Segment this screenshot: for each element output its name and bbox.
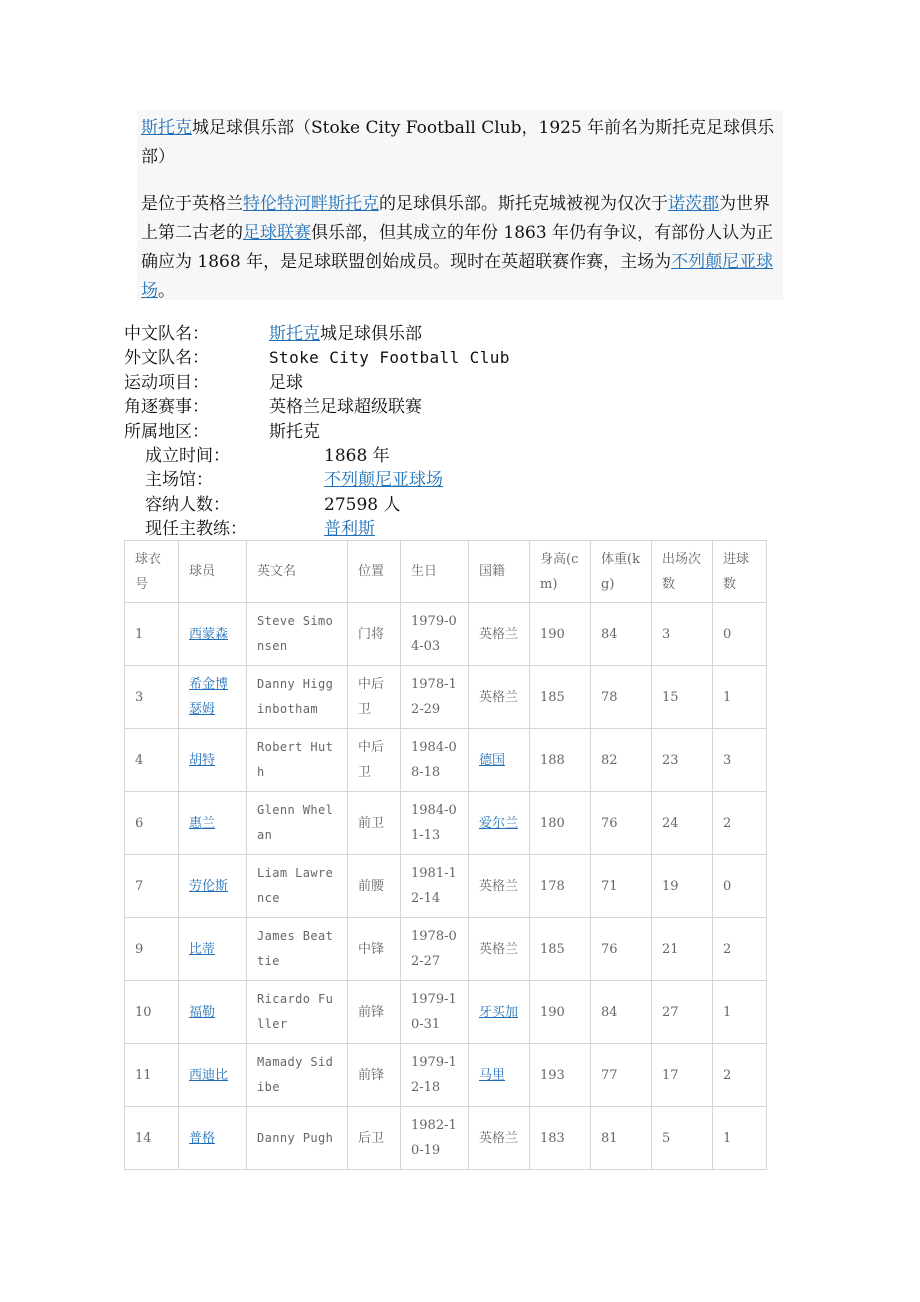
cell-goals: 2 <box>713 792 767 855</box>
cell-position: 前腰 <box>348 855 401 918</box>
stoke-on-trent-link[interactable]: 特伦特河畔斯托克 <box>243 194 379 214</box>
player-link[interactable]: 劳伦斯 <box>189 878 229 894</box>
cell-goals: 1 <box>713 666 767 729</box>
cell-weight: 81 <box>591 1107 652 1170</box>
table-body <box>125 603 767 1170</box>
cell-position: 后卫 <box>348 1107 401 1170</box>
table-row <box>125 981 767 1044</box>
cell-player <box>179 603 247 666</box>
info-label: 容纳人数： <box>145 494 230 515</box>
cell-nationality <box>469 981 530 1044</box>
header-number: 球衣号 <box>125 541 179 603</box>
cell-number: 10 <box>125 981 179 1044</box>
cell-position: 前锋 <box>348 1044 401 1107</box>
cell-height: 190 <box>530 603 591 666</box>
cell-weight: 77 <box>591 1044 652 1107</box>
cell-weight: 76 <box>591 792 652 855</box>
cell-number: 6 <box>125 792 179 855</box>
cell-nationality <box>469 792 530 855</box>
player-link[interactable]: 西迪比 <box>189 1067 229 1083</box>
cell-goals: 1 <box>713 981 767 1044</box>
cell-goals: 0 <box>713 603 767 666</box>
cell-number: 14 <box>125 1107 179 1170</box>
britannia-stadium-link[interactable]: 不列颠尼亚球场 <box>141 252 774 301</box>
cell-height: 180 <box>530 792 591 855</box>
cell-english-name: Liam Lawrence <box>247 855 348 918</box>
cell-english-name: Mamady Sidibe <box>247 1044 348 1107</box>
info-label: 现任主教练： <box>145 519 247 540</box>
info-label: 所属地区： <box>124 421 209 442</box>
table-row <box>125 918 767 981</box>
cell-number: 11 <box>125 1044 179 1107</box>
info-coach-link[interactable]: 普利斯 <box>324 519 375 540</box>
cell-nationality <box>469 1044 530 1107</box>
cell-appearances: 27 <box>652 981 713 1044</box>
intro-club-name: 城足球俱乐部（Stoke City Football Club，1925 年前名为斯托克足球俱乐部） <box>141 118 775 167</box>
cell-birthday: 1979-10-31 <box>401 981 469 1044</box>
info-value <box>324 517 375 541</box>
info-stadium-link[interactable]: 不列颠尼亚球场 <box>324 470 443 491</box>
header-player: 球员 <box>179 541 247 603</box>
cell-birthday: 1978-02-27 <box>401 918 469 981</box>
cell-position: 中后卫 <box>348 666 401 729</box>
cell-number: 3 <box>125 666 179 729</box>
cell-nationality: 英格兰 <box>469 855 530 918</box>
cell-weight: 82 <box>591 729 652 792</box>
cell-appearances: 19 <box>652 855 713 918</box>
cell-weight: 78 <box>591 666 652 729</box>
header-nationality: 国籍 <box>469 541 530 603</box>
intro-paragraph-body <box>141 190 781 306</box>
cell-player <box>179 918 247 981</box>
cell-height: 185 <box>530 666 591 729</box>
info-value: Stoke City Football Club <box>269 348 510 368</box>
cell-number: 4 <box>125 729 179 792</box>
info-value: 1868 年 <box>324 445 390 466</box>
header-weight: 体重(kg) <box>591 541 652 603</box>
info-label: 角逐赛事： <box>124 397 209 418</box>
table-row <box>125 855 767 918</box>
cell-weight: 84 <box>591 603 652 666</box>
cell-appearances: 21 <box>652 918 713 981</box>
cell-goals: 2 <box>713 918 767 981</box>
cell-english-name: Glenn Whelan <box>247 792 348 855</box>
cell-player <box>179 792 247 855</box>
intro-text-3: 为世界上第二古老的 <box>141 194 770 243</box>
cell-goals: 3 <box>713 729 767 792</box>
football-league-link[interactable]: 足球联赛 <box>243 223 311 243</box>
player-link[interactable]: 普格 <box>189 1130 216 1146</box>
player-link[interactable]: 福勒 <box>189 1004 216 1020</box>
header-height: 身高(cm) <box>530 541 591 603</box>
table-row <box>125 729 767 792</box>
cell-english-name: Danny Pugh <box>247 1107 348 1170</box>
cell-position: 门将 <box>348 603 401 666</box>
table-row <box>125 792 767 855</box>
cell-number: 7 <box>125 855 179 918</box>
info-value: 足球 <box>269 372 303 393</box>
info-label: 主场馆： <box>145 470 213 491</box>
cell-nationality <box>469 729 530 792</box>
table-row <box>125 603 767 666</box>
cell-appearances: 3 <box>652 603 713 666</box>
info-stoke-link[interactable]: 斯托克 <box>269 324 320 344</box>
cell-player <box>179 666 247 729</box>
cell-appearances: 5 <box>652 1107 713 1170</box>
info-value: 英格兰足球超级联赛 <box>269 397 422 418</box>
cell-position: 中后卫 <box>348 729 401 792</box>
info-value: 27598 人 <box>324 494 401 515</box>
header-position: 位置 <box>348 541 401 603</box>
cell-goals: 1 <box>713 1107 767 1170</box>
cell-number: 1 <box>125 603 179 666</box>
info-value: 斯托克 <box>269 421 320 442</box>
cell-weight: 76 <box>591 918 652 981</box>
cell-position: 前卫 <box>348 792 401 855</box>
cell-goals: 0 <box>713 855 767 918</box>
info-label: 外文队名： <box>124 348 209 369</box>
cell-english-name: Robert Huth <box>247 729 348 792</box>
intro-text-4: 俱乐部，但其成立的年份 1863 年仍有争议，有部份人认为正确应为 1868 年，是足球联盟创始成员。现时在英超联赛作赛，主场为 <box>141 223 774 272</box>
info-label: 运动项目： <box>124 372 209 393</box>
stoke-link[interactable]: 斯托克 <box>141 118 192 138</box>
cell-birthday: 1979-12-18 <box>401 1044 469 1107</box>
player-link[interactable]: 希金博瑟姆 <box>189 677 229 717</box>
cell-birthday: 1978-12-29 <box>401 666 469 729</box>
cell-player <box>179 729 247 792</box>
header-appearances: 出场次数 <box>652 541 713 603</box>
header-goals: 进球数 <box>713 541 767 603</box>
info-label: 成立时间： <box>145 445 230 466</box>
table-row <box>125 1044 767 1107</box>
cell-player <box>179 1044 247 1107</box>
cell-appearances: 24 <box>652 792 713 855</box>
info-label: 中文队名： <box>124 324 209 344</box>
nationality-link[interactable]: 马里 <box>479 1067 506 1083</box>
cell-height: 178 <box>530 855 591 918</box>
table-header-row <box>125 541 767 603</box>
cell-player <box>179 981 247 1044</box>
player-link[interactable]: 惠兰 <box>189 815 216 831</box>
cell-appearances: 23 <box>652 729 713 792</box>
cell-birthday: 1982-10-19 <box>401 1107 469 1170</box>
cell-position: 前锋 <box>348 981 401 1044</box>
cell-height: 185 <box>530 918 591 981</box>
cell-position: 中锋 <box>348 918 401 981</box>
cell-english-name: Danny Higginbotham <box>247 666 348 729</box>
intro-text-5: 。 <box>158 281 175 301</box>
cell-player <box>179 855 247 918</box>
info-value <box>324 468 443 492</box>
cell-nationality: 英格兰 <box>469 1107 530 1170</box>
cell-english-name: Ricardo Fuller <box>247 981 348 1044</box>
cell-nationality: 英格兰 <box>469 666 530 729</box>
notts-county-link[interactable]: 诺茨郡 <box>668 194 719 214</box>
cell-birthday: 1984-01-13 <box>401 792 469 855</box>
cell-height: 183 <box>530 1107 591 1170</box>
cell-player <box>179 1107 247 1170</box>
cell-number: 9 <box>125 918 179 981</box>
header-english-name: 英文名 <box>247 541 348 603</box>
header-birthday: 生日 <box>401 541 469 603</box>
table-row <box>125 1107 767 1170</box>
cell-english-name: James Beattie <box>247 918 348 981</box>
player-link[interactable]: 比蒂 <box>189 941 216 957</box>
cell-nationality: 英格兰 <box>469 918 530 981</box>
intro-paragraph-title <box>141 114 781 172</box>
cell-birthday: 1979-04-03 <box>401 603 469 666</box>
cell-weight: 71 <box>591 855 652 918</box>
cell-weight: 84 <box>591 981 652 1044</box>
cell-english-name: Steve Simonsen <box>247 603 348 666</box>
cell-birthday: 1981-12-14 <box>401 855 469 918</box>
intro-section <box>137 110 783 300</box>
cell-nationality: 英格兰 <box>469 603 530 666</box>
table-row <box>125 666 767 729</box>
info-value <box>269 322 422 346</box>
cell-height: 190 <box>530 981 591 1044</box>
nationality-link[interactable]: 德国 <box>479 752 506 768</box>
player-link[interactable]: 西蒙森 <box>189 626 229 642</box>
nationality-link[interactable]: 爱尔兰 <box>479 815 519 831</box>
nationality-link[interactable]: 牙买加 <box>479 1004 519 1020</box>
cell-height: 188 <box>530 729 591 792</box>
intro-text-1: 是位于英格兰 <box>141 194 243 214</box>
cell-appearances: 15 <box>652 666 713 729</box>
info-cn-name-rest: 城足球俱乐部 <box>320 324 422 344</box>
player-roster-table <box>124 540 767 1170</box>
player-link[interactable]: 胡特 <box>189 752 216 768</box>
intro-text-2: 的足球俱乐部。斯托克城被视为仅次于 <box>379 194 668 214</box>
cell-appearances: 17 <box>652 1044 713 1107</box>
cell-height: 193 <box>530 1044 591 1107</box>
cell-goals: 2 <box>713 1044 767 1107</box>
cell-birthday: 1984-08-18 <box>401 729 469 792</box>
